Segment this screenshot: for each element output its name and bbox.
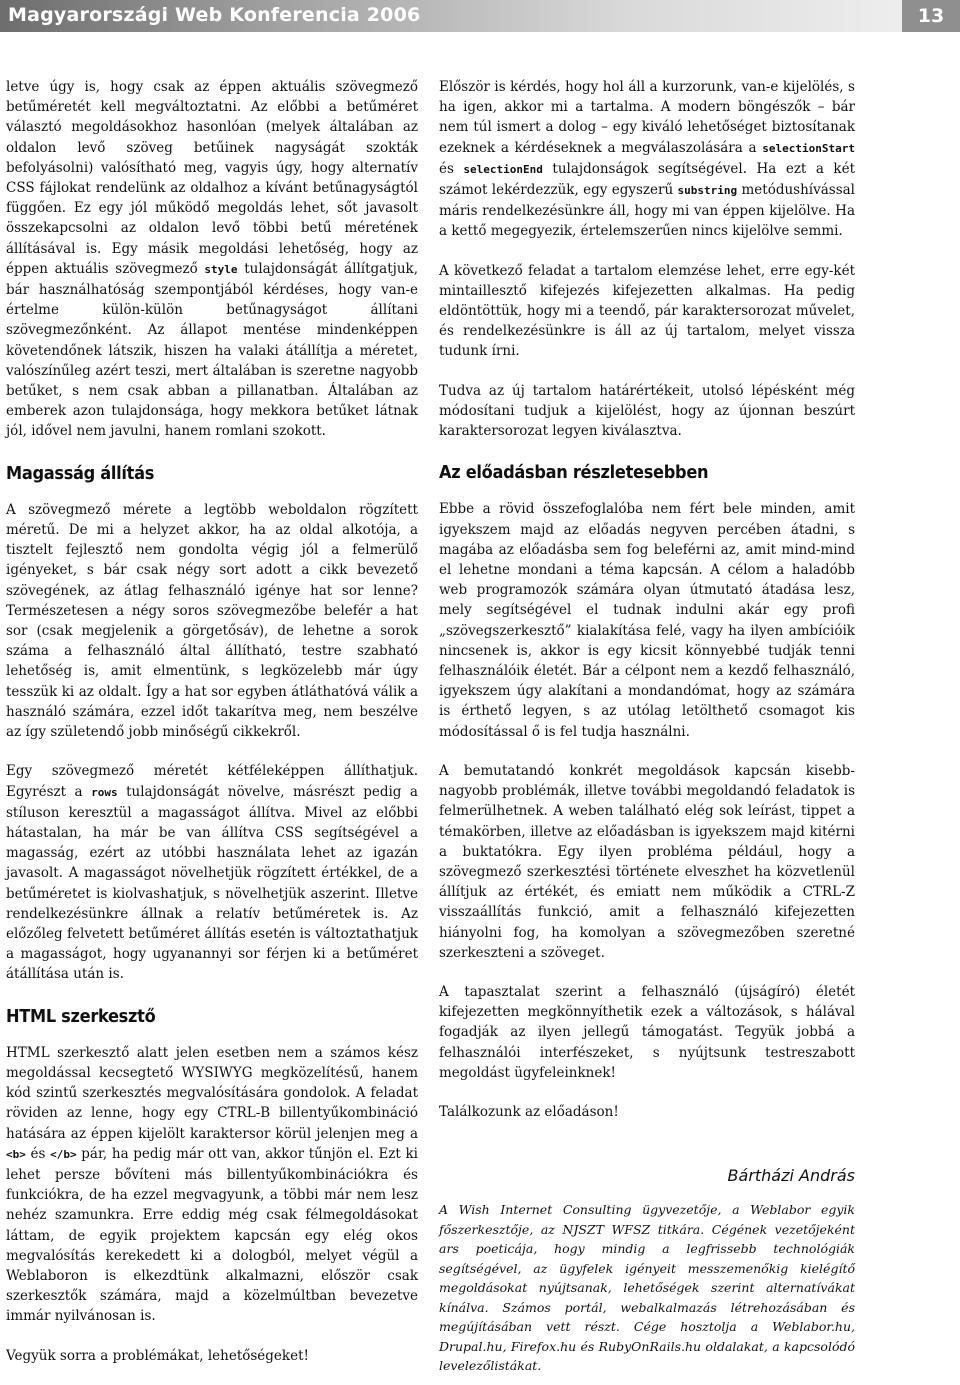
code-inline: style [204, 262, 238, 276]
section-heading-details: Az előadásban részletesebben [439, 462, 709, 484]
code-inline: selectionStart [762, 141, 855, 155]
left-column [6, 77, 418, 1385]
paragraph: Vegyük sorra a problémákat, lehetőségeket! [6, 1347, 309, 1364]
paragraph: Egy szövegmező méretét kétféleképpen állíthatjuk. Egyrészt a rows tulajdonságát növelve, másrészt pedig a stíluson keresztül a magasságot állítva. Mivel az előbbi hátastalan, ha már be van állítva CSS segítségével a magasság, ezért az utóbbi használata lehet az igazán javasolt. A magasságot növelhetjük rögzített értékkel, de a betűméretet is kiolvashatjuk, s növelhetjük aszerint. Illetve rendelkezésünkre állnak a relatív betűméretek is. Az előzőleg felvetett betűméret állítás esetén is változtathatjuk a magasságot, hogy ugyanannyi sor férjen ki a betűméret átállítása után is. [6, 763, 418, 983]
paragraph: Találkozunk az előadáson! [439, 1103, 619, 1120]
code-inline: rows [91, 785, 118, 799]
paragraph: A szövegmező mérete a legtöbb weboldalon rögzített méretű. De mi a helyzet akkor, ha az oldal alkotója, a tisztelt fejlesztő nem gondolta végig jól a felmerülő igényeket, s bár csak négy sort adott a cikk bevezető szövegének, az átlag felhasználó igénye hat sor lenne? Természetesen a négy soros szövegmezőbe belefér a hat sor (csak megjelenik a görgetősáv), de lehetne a sorok száma a felhasználó által állítható, testre szabható lehetőség is, amit elmentünk, s legközelebb már úgy tesszük ki az oldalt. Így a hat sor egyben átláthatóvá válik a használó számára, ezzel időt takarítva meg, nem beszélve az így születendő jobb minőségű cikkekről. [6, 501, 418, 741]
code-inline: <b> [6, 1147, 26, 1161]
paragraph: Először is kérdés, hogy hol áll a kurzorunk, van-e kijelölés, s ha igen, akkor mi a tartalma. A modern böngészők – bár nem túl ismert a dolog – egy kiváló lehetőséget biztosítanak ezeknek a kérdéseknek a megválaszolására a selectionStart és selectionEnd tulajdonságok segítségével. Ha ezt a két számot lekérdezzük, egy egyszerű substring metódushívással máris rendelkezésünkre áll, hogy mi van éppen kijelölve. Ha a kettő megegyezik, értelemszerűen nincs kijelölve semmi. [439, 79, 855, 240]
paragraph: Ebbe a rövid összefoglalóba nem fért bele minden, amit igyekszem majd az előadás negyven percében átadni, s magába az előadásba sem fog beleférni az, amit mind-mind el lehetne mondani a téma kapcsán. A célom a haladóbb web programozók számára olyan útmutató átadása lesz, mely segítségével el tudnak indulni akár egy profi „szövegszerkesztő” kialakítása felé, vagy ha ilyen ambícióik nincsenek is, akkor is egy kicsit könnyebbé tudják tenni felhasználóik életét. Bár a célpont nem a kezdő felhasználó, igyekszem úgy alakítani a mondandómat, hogy az számára is érthető legyen, s az utólag letölthető csomagot kis módosítással ő is fel tudja használni. [439, 501, 855, 740]
code-inline: selectionEnd [463, 162, 543, 176]
paragraph: Tudva az új tartalom határértékeit, utolsó lépésként még módosítani tudjuk a kijelölést, hogy az újonnan beszúrt karaktersorozat legyen kiválasztva. [439, 382, 855, 440]
conference-title: Magyarországi Web Konferencia 2006 [8, 4, 421, 26]
author-name: Bártházi András [727, 1166, 855, 1186]
section-heading-height: Magasság állítás [6, 462, 155, 484]
page-number: 13 [902, 0, 960, 32]
code-inline: </b> [50, 1147, 77, 1161]
page-header [0, 0, 960, 32]
paragraph: letve úgy is, hogy csak az éppen aktuális szövegmező betűméretét kell megváltoztatni. Az előbbi a betűméret választó megoldásokhoz hasonlóan (melyek általában az oldalon levő szöveg betűinek nagyságát szokták befolyásolni) valósítható meg, vagyis úgy, hogy alternatív CSS fájlokat rendelünk az oldalhoz a kívánt betűnagyságtól függően. Ez egy jól működő megoldás lehet, sőt javasolt összekapcsolni az oldalon levő többi betű méretének állításával is. Egy másik megoldási lehetőség, hogy az éppen aktuális szövegmező style tulajdonságát állítgatjuk, bár használhatóság szempontjából kérdéses, hogy van-e értelme külön-külön betűnagyságot állítani szövegmezőnként. Az állapot mentése mindenképpen követendőnek látszik, hiszen ha valaki átállítja a méretet, valószínűleg azért teszi, mert általában is szeretne nagyobb betűket, s nem csak abban a pillanatban. Általában az emberek azon tulajdonsága, hogy mekkora betűket látnak jól, idővel nem javulni, hanem romlani szokott. [6, 79, 418, 440]
section-heading-html-editor: HTML szerkesztő [6, 1005, 156, 1027]
author-bio: A Wish Internet Consulting ügyvezetője, a Weblabor egyik főszerkesztője, az NJSZT WFSZ titkára. Cégének vezetőjeként ars poeticája, hogy mindig a legfrissebb technológiák segítségével, az ügyfelek igényeit messzemenőkig kielégítő megoldásokat nyújtsanak, lehetőségek szerint alternatívákat kínálva. Számos portál, webalkalmazás létrehozásában és megújításában vett részt. Cége hosztolja a Weblabor.hu, Drupal.hu, Firefox.hu és RubyOnRails.hu oldalakat, a kapcsolódó levelezőlistákat. [439, 1202, 855, 1374]
code-inline: substring [677, 184, 738, 198]
paragraph: A következő feladat a tartalom elemzése lehet, erre egy-két mintaillesztő kifejezés kifejezetten alkalmas. Ha pedig eldöntöttük, hogy mi a teendő, pár karaktersorozat művelet, és rendelkezésünkre is áll az új tartalom, melyet vissza tudunk írni. [439, 262, 855, 360]
paragraph: A tapasztalat szerint a felhasználó (újságíró) életét kifejezetten megkönnyíthetik ezek a változások, s hálával fogadják az ilyen jellegű támogatást. Tegyük jobbá a felhasználói interfészeket, s nyújtsunk testreszabott megoldást ügyfeleinknek! [439, 983, 855, 1081]
paragraph: HTML szerkesztő alatt jelen esetben nem a számos kész megoldással kecsegtető WYSIWYG megközelítésű, hanem kód szintű szerkesztés megvalósítására gondolok. A feladat röviden az lenne, hogy egy CTRL-B billentyűkombináció hatására az éppen kijelölt karaktersor körül jelenjen meg a <b> és </b> pár, ha pedig már ott van, akkor tűnjön el. Ezt ki lehet persze bővíteni más billentyűkombinációkra és funkciókra, de ha ezzel megvagyunk, a többi már nem lesz nehéz szamunkra. Erre eddig még csak félmegoldásokat láttam, de egyik projektem kapcsán egy elég okos megvalósítás kerekedett ki a dologból, melyet végül a Weblaboron is elkezdtünk alkalmazni, először csak szerkesztők számára, majd a közelmúltban bevezetve immár nyilvánosan is. [6, 1044, 419, 1325]
right-column [439, 77, 855, 1376]
paragraph: A bemutatandó konkrét megoldások kapcsán kisebb-nagyobb problémák, illetve további megoldandó feladatok is felmerülhetnek. A weben található elég sok leírást, tippet a témakörben, illetve az előadásban is igyekszem majd kitérni a buktatókra. Egy ilyen probléma például, hogy a szövegmező szerkesztési története elveszhet ha közvetlenül állítjuk az értékét, és emiatt nem működik a CTRL-Z visszaállítás funkció, amit a felhasználó kifejezetten hiányolni fog, ha komolyan a szövegmezőben szeretné szerkeszteni a szöveget. [439, 762, 855, 961]
